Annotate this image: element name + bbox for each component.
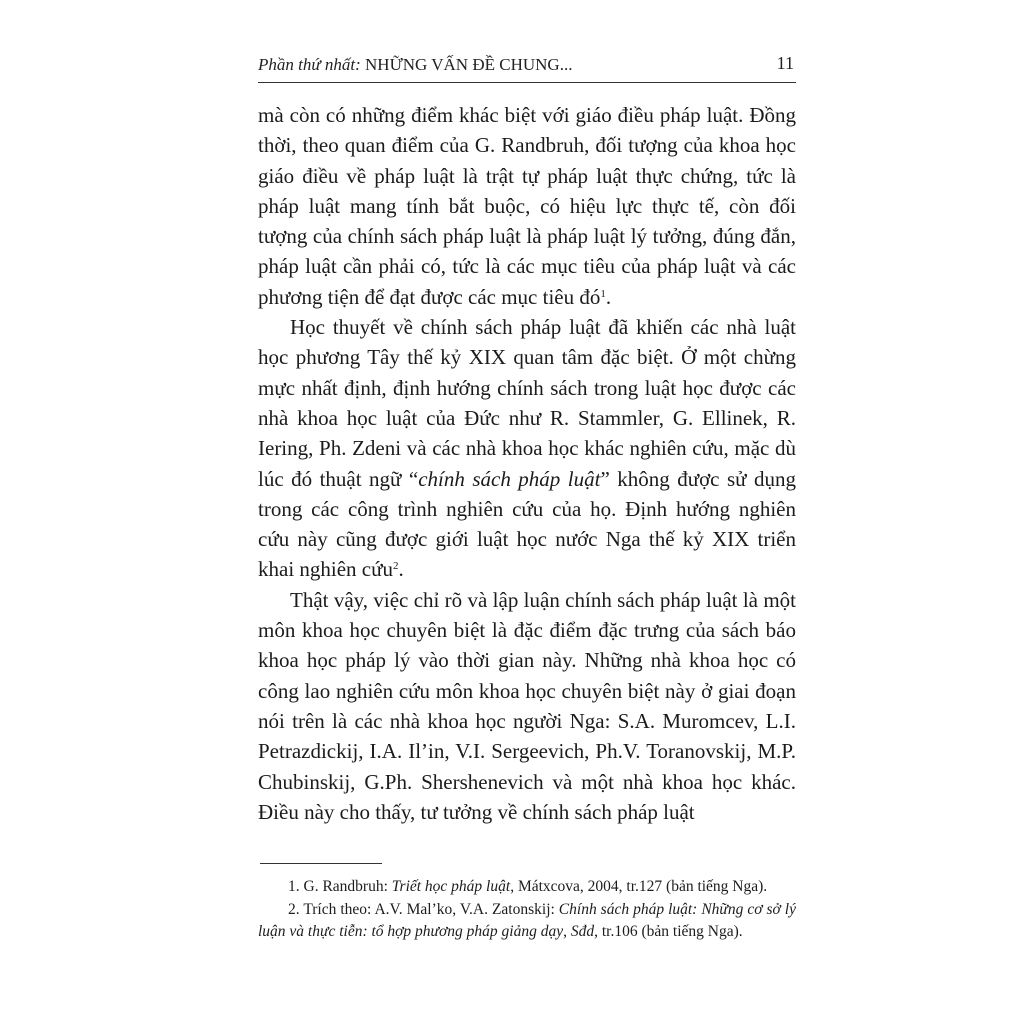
footnote-2 <box>258 899 796 944</box>
footnote-1 <box>258 876 796 899</box>
footnote-separator <box>260 863 382 864</box>
footnote-ref-1: 1 <box>600 287 606 300</box>
paragraph-1-text: mà còn có những điểm khác biệt với giáo điều pháp luật. Đồng thời, theo quan điểm của G. Randbruh, đối tượng của khoa học giáo điều về pháp luật là trật tự pháp luật thực chứng, tức là pháp luật mang tính bắt buộc, có hiệu lực thực tế, còn đối tượng của chính sách pháp luật là pháp luật lý tưởng, đúng đắn, pháp luật cần phải có, tức là các mục tiêu của pháp luật và các phương tiện để đạt được các mục tiêu đó <box>258 103 796 309</box>
paragraph-2-end: . <box>398 557 404 582</box>
header-section-title: NHỮNG VẤN ĐỀ CHUNG... <box>360 55 573 74</box>
paragraph-2-text-before: Học thuyết về chính sách pháp luật đã khiến các nhà luật học phương Tây thế kỷ XIX quan tâm đặc biệt. Ở một chừng mực nhất định, định hướng chính sách trong luật học được các nhà khoa học luật của Đức như R. Stammler, G. Ellinek, R. Iering, Ph. Zdeni và các nhà khoa học khác nghiên cứu, mặc dù lúc đó thuật ngữ “ <box>258 315 796 491</box>
paragraph-1-end: . <box>605 284 612 309</box>
footnote-2-mid: , <box>563 923 571 940</box>
main-text <box>258 100 796 827</box>
footnotes <box>258 876 796 944</box>
paragraph-3 <box>258 585 796 827</box>
paragraph-2-italic-term: chính sách pháp luật <box>418 466 601 491</box>
running-header-title <box>258 55 572 75</box>
paragraph-1 <box>258 100 796 312</box>
footnote-1-lead: 1. G. Randbruh: <box>288 878 392 895</box>
footnote-2-title: Chính sách pháp luật: Những cơ sở lý luận và thực tiễn: tổ hợp phương pháp giảng dạy <box>258 900 796 940</box>
footnote-2-title2: Sđd <box>570 923 595 940</box>
running-header <box>258 50 796 83</box>
footnote-ref-2: 2 <box>393 560 399 573</box>
header-section-label: Phần thứ nhất: <box>258 55 361 74</box>
paragraph-2-text-after: ” không được sử dụng trong các công trình nghiên cứu của họ. Định hướng nghiên cứu này cũng được giới luật học nước Nga thế kỷ XIX triển khai nghiên cứu <box>258 466 796 582</box>
page-number: 11 <box>776 53 794 73</box>
footnote-1-title: Triết học pháp luật <box>391 878 511 895</box>
paragraph-2 <box>258 312 796 585</box>
paragraph-3-text: Thật vậy, việc chỉ rõ và lập luận chính sách pháp luật là một môn khoa học chuyên biệt là đặc điểm đặc trưng của sách báo khoa học pháp lý vào thời gian này. Những nhà khoa học có công lao nghiên cứu môn khoa học chuyên biệt này ở giai đoạn nói trên là các nhà khoa học người Nga: S.A. Muromcev, L.I. Petrazdickij, I.A. Il’in, V.I. Sergeevich, Ph.V. Toranovskij, M.P. Chubinskij, G.Ph. Shershenevich và một nhà khoa học khác. Điều này cho thấy, tư tưởng về chính sách pháp luật <box>258 587 796 824</box>
footnote-2-rest: , tr.106 (bản tiếng Nga). <box>594 923 743 940</box>
footnote-1-rest: , Mátxcova, 2004, tr.127 (bản tiếng Nga). <box>510 878 768 895</box>
footnote-2-lead: 2. Trích theo: A.V. Mal’ko, V.A. Zatonskij: <box>288 900 559 918</box>
